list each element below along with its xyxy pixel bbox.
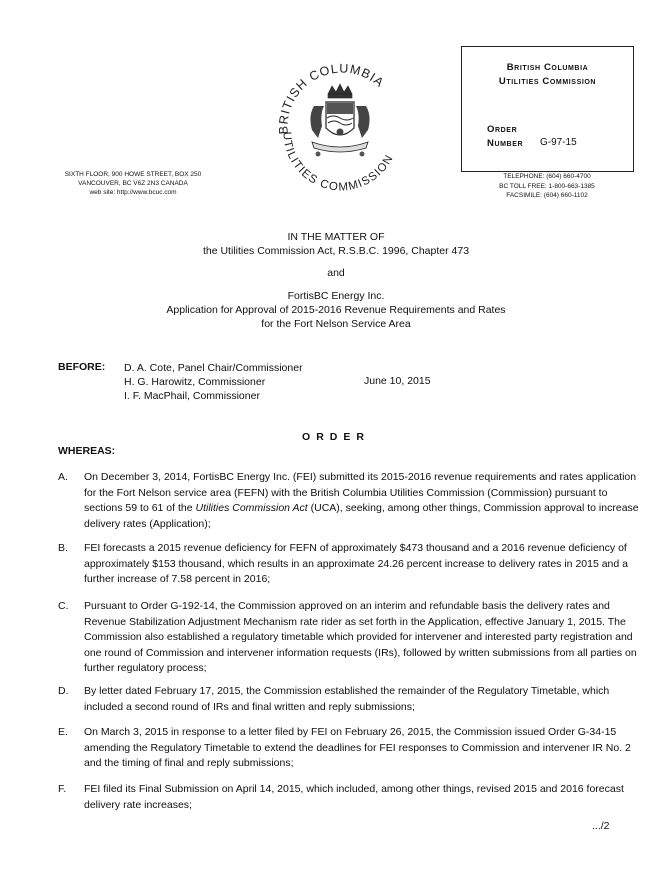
paragraph-letter: E. bbox=[58, 726, 68, 738]
paragraph-text: FEI forecasts a 2015 revenue deficiency for FEFN of approximately $473 thousand and a 2016 revenue deficiency of approximately $153 thousand, which results in an approximate 24.26 percent increase to delivery rates in 2015 and a further increase of 7.58 percent in 2016; bbox=[84, 542, 628, 585]
matter-act: the Utilities Commission Act, R.S.B.C. 1996, Chapter 473 bbox=[202, 245, 470, 257]
matter-service-area: for the Fort Nelson Service Area bbox=[261, 318, 411, 330]
whereas-paragraph bbox=[58, 470, 643, 532]
matter-and: and bbox=[327, 267, 345, 279]
paragraph-text: Pursuant to Order G-192-14, the Commission approved on an interim and refundable basis the delivery rates and Revenue Stabilization Adjustment Mechanism rate rider as set forth in the Application, effective January 1, 2015. The Commission also established a regulatory timetable which provided for intervener and interested party registration and one round of Commission and intervener information requests (IRs), followed by written submissions from all parties on further regulatory process; bbox=[84, 600, 637, 674]
paragraph-text bbox=[84, 470, 643, 532]
website-line: web site: http://www.bcuc.com bbox=[89, 189, 177, 196]
svg-text:UTILITIES COMMISSION bbox=[280, 131, 396, 193]
address-line: SIXTH FLOOR, 900 HOWE STREET, BOX 250 bbox=[64, 171, 202, 178]
order-label-line1: Order bbox=[487, 124, 518, 135]
paragraph-letter: B. bbox=[58, 542, 68, 554]
matter-application: Application for Approval of 2015-2016 Revenue Requirements and Rates bbox=[166, 304, 506, 316]
matter-applicant: FortisBC Energy Inc. bbox=[287, 290, 385, 302]
whereas-label: WHEREAS: bbox=[58, 445, 116, 457]
before-label: BEFORE: bbox=[58, 361, 106, 373]
order-number: G-97-15 bbox=[540, 137, 577, 148]
paragraph-text: On March 3, 2015 in response to a letter filed by FEI on February 26, 2015, the Commission issued Order G-34-15 amending the Regulatory Timetable to extend the deadlines for FEI responses to Commission and intervener IR No. 2 and the timing of final and reply submissions; bbox=[84, 726, 631, 769]
panel-member: I. F. MacPhail, Commissioner bbox=[124, 390, 260, 402]
whereas-paragraph bbox=[58, 599, 643, 677]
facsimile-line: FACSIMILE: (604) 660-1102 bbox=[506, 192, 588, 199]
order-date: June 10, 2015 bbox=[364, 375, 431, 387]
crest-icon bbox=[270, 56, 410, 196]
order-label bbox=[487, 123, 523, 151]
paragraph-text-part: (UCA), seeking, among other things, Commission approval to increase delivery rates (Application); bbox=[84, 502, 639, 530]
seal-text-bottom: UTILITIES COMMISSION bbox=[280, 131, 396, 194]
whereas-paragraph bbox=[58, 725, 643, 772]
panel-member: H. G. Harowitz, Commissioner bbox=[124, 376, 266, 388]
paragraph-letter: A. bbox=[58, 471, 68, 483]
commission-seal bbox=[270, 56, 410, 196]
address-line: VANCOUVER, BC V6Z 2N3 CANADA bbox=[78, 180, 188, 187]
paragraph-text: By letter dated February 17, 2015, the Commission established the remainder of the Regulatory Timetable, which included a second round of IRs and final written and reply submissions; bbox=[84, 685, 610, 713]
paragraph-text: FEI filed its Final Submission on April 14, 2015, which included, among other things, revised 2015 and 2016 forecast delivery rate increases; bbox=[84, 783, 624, 811]
order-title: ORDER bbox=[302, 431, 370, 443]
order-box-title-line1: British Columbia bbox=[506, 62, 589, 73]
matter-heading: IN THE MATTER OF bbox=[287, 231, 385, 243]
act-name: Utilities Commission Act bbox=[195, 502, 308, 514]
commission-address bbox=[38, 170, 228, 197]
paragraph-text-part: On December 3, 2014, FortisBC Energy Inc. (FEI) submitted its 2015-2016 revenue requirements and rates application for the Fort Nelson service area (FEFN) with the British Columbia Utilities Commission (Commission) pursuant to sections 59 to 61 of the bbox=[84, 471, 637, 514]
order-label-line2: Number bbox=[487, 138, 524, 149]
paragraph-letter: D. bbox=[58, 685, 69, 697]
panel-members bbox=[124, 361, 303, 403]
whereas-paragraph bbox=[58, 684, 643, 715]
order-box-title bbox=[462, 61, 633, 89]
telephone-line: TELEPHONE: (604) 660-4700 bbox=[503, 173, 591, 180]
paragraph-letter: C. bbox=[58, 600, 69, 612]
panel-member: D. A. Cote, Panel Chair/Commissioner bbox=[124, 362, 303, 374]
order-box-title-line2: Utilities Commission bbox=[498, 76, 597, 87]
seal-text-top: BRITISH COLUMBIA bbox=[276, 61, 387, 135]
whereas-paragraph bbox=[58, 541, 643, 588]
paragraph-letter: F. bbox=[58, 783, 67, 795]
commission-contact bbox=[452, 172, 642, 201]
toll-free-line: BC TOLL FREE: 1-800-663-1385 bbox=[499, 182, 595, 190]
page-number: .../2 bbox=[592, 820, 610, 832]
order-number-box bbox=[461, 46, 634, 172]
whereas-paragraph bbox=[58, 782, 643, 813]
